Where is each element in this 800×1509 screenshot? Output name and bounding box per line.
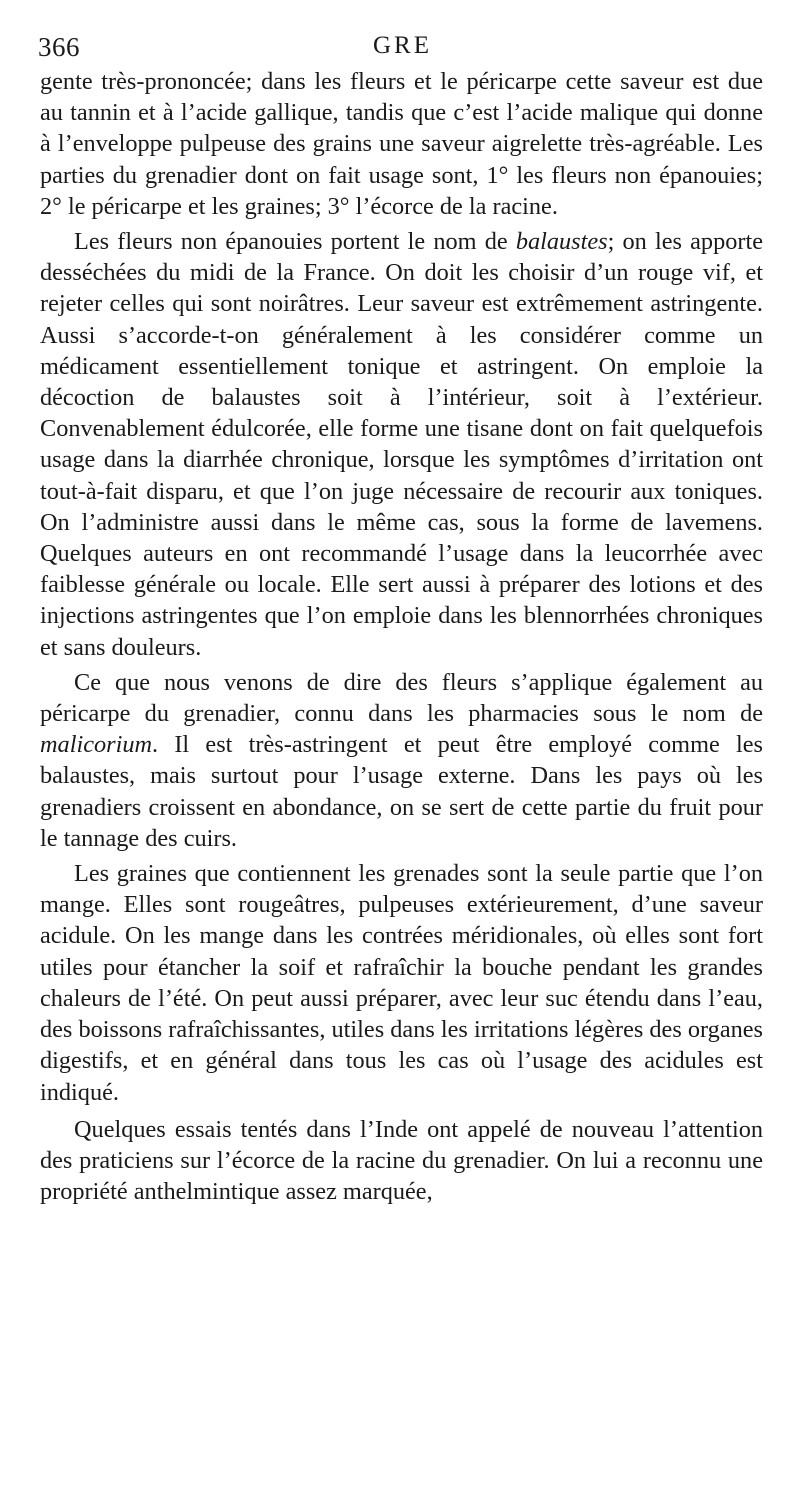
italic-term-balaustes: balaustes bbox=[515, 228, 608, 256]
running-head bbox=[38, 32, 768, 66]
paragraph-text: . Il est très-astringent et peut être employé comme les balaustes, mais surtout pour l’usage externe. Dans les pays où les grenadiers croissent en abondance, on se sert de cette partie du fruit pour le tannage des cuirs. bbox=[40, 731, 763, 852]
paragraph-balaustes bbox=[40, 226, 763, 663]
paragraph-graines: Les graines que contiennent les grenades sont la seule partie que l’on mange. Elles sont rougeâtres, pulpeuses extérieurement, d’une saveur acidule. On les mange dans les contrées méridionales, où elles sont fort utiles pour étancher la soif et rafraîchir la bouche pendant les grandes chaleurs de l’été. On peut aussi préparer, avec leur suc étendu dans l’eau, des boissons rafraîchissantes, utiles dans les irritations légères des organes digestifs, et en général dans tous les cas où l’usage des acidules est indiqué. bbox=[40, 860, 763, 1106]
body-text bbox=[40, 66, 763, 1207]
paragraph-text: ; on les apporte desséchées du midi de la France. On doit les choisir d’un rouge vif, et rejeter celles qui sont noirâtres. Leur saveur est extrêmement astringente. Aussi s’accorde-t-on généralement à les considérer comme un médicament essentiellement tonique et astringent. On emploie la décoction de balaustes soit à l’intérieur, soit à l’extérieur. Convenablement édulcorée, elle forme une tisane dont on fait quelquefois usage dans la diarrhée chronique, lorsque les symptômes d’irritation ont tout-à-fait disparu, et que l’on juge nécessaire de recourir aux toniques. On l’administre aussi dans le même cas, sous la forme de lavemens. Quelques auteurs en ont recommandé l’usage dans la leucorrhée avec faiblesse générale ou locale. Elle sert aussi à préparer des lotions et des injections astringentes que l’on emploie dans les blennorrhées chroniques et sans douleurs. bbox=[40, 228, 763, 661]
italic-term-malicorium: malicorium bbox=[40, 731, 153, 759]
running-head-title: GRE bbox=[373, 32, 432, 59]
paragraph-text: Ce que nous venons de dire des fleurs s’applique également au péricarpe du grenadier, connu dans les pharmacies sous le nom de bbox=[40, 668, 763, 728]
page-number: 366 bbox=[38, 32, 80, 62]
paragraph-ecorce: Quelques essais tentés dans l’Inde ont appelé de nouveau l’attention des praticiens sur l’écorce de la racine du grenadier. On lui a reconnu une propriété anthelmintique assez marquée, bbox=[40, 1115, 763, 1206]
paragraph-malicorium bbox=[40, 667, 763, 854]
paragraph-continuation: gente très-prononcée; dans les fleurs et le péricarpe cette saveur est due au tannin et à l’acide gallique, tandis que c’est l’acide malique qui donne à l’enveloppe pulpeuse des grains une saveur aigrelette très-agréable. Les parties du grenadier dont on fait usage sont, 1° les fleurs non épanouies; 2° le péricarpe et les graines; 3° l’écorce de la racine. bbox=[40, 68, 763, 220]
paragraph-text: Les fleurs non épanouies portent le nom de bbox=[74, 228, 516, 256]
